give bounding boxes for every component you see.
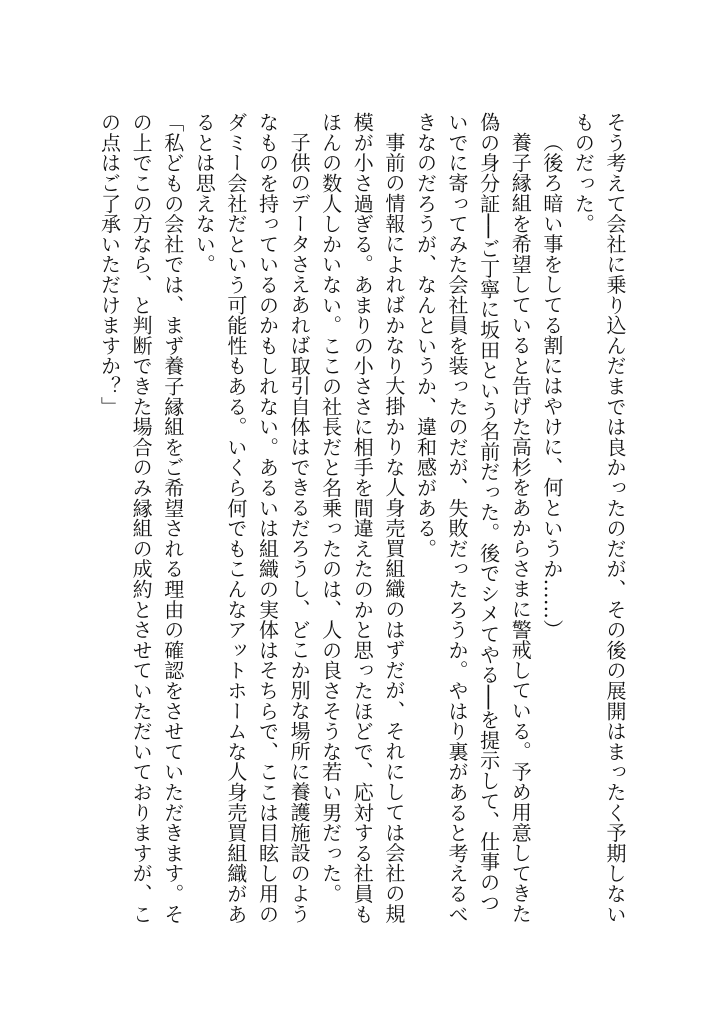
paragraph-4: 事前の情報によればかなり大掛かりな人身売買組織のはずだが、それにしては会社の規模が小さ過ぎる。あまりの小ささに相手を間違えたのかと思ったほどで、応対する社員もほんの数人しかいない。ここの社長だと名乗ったのは、人の良さそうな若い男だった。 [318,112,406,924]
paragraph-6: 「私どもの会社では、まず養子縁組をご希望される理由の確認をさせていただきます。その上でこの方なら、と判断できた場合のみ縁組の成約とさせていただいておりますが、この点はご了承いただけますか？」 [97,112,185,924]
paragraph-1: そう考えて会社に乗り込んだまでは良かったのだが、その後の展開はまったく予期しないものだった。 [571,112,627,924]
vertical-text-body [90,112,630,932]
paragraph-3: 養子縁組を希望していると告げた高杉をあからさまに警戒している。予め用意してきた偽の身分証──ご丁寧に坂田という名前だった。後でシメてやる──を提示して、仕事のついでに寄ってみた会社員を装ったのだが、失敗だったろうか。やはり裏があると考えるべきなのだろうが、なんというか、違和感がある。 [413,112,533,924]
paragraph-2: （後ろ暗い事をしてる割にはやけに、何というか……） [539,132,564,640]
paragraph-5: 子供のデータさえあれば取引自体はできるだろうし、どこか別な場所に養護施設のようなものを持っているのかもしれない。あるいは組織の実体はそちらで、ここは目眩し用のダミー会社だという可能性もある。いくら何でもこんなアットホームな人身売買組織があるとは思えない。 [192,112,312,924]
